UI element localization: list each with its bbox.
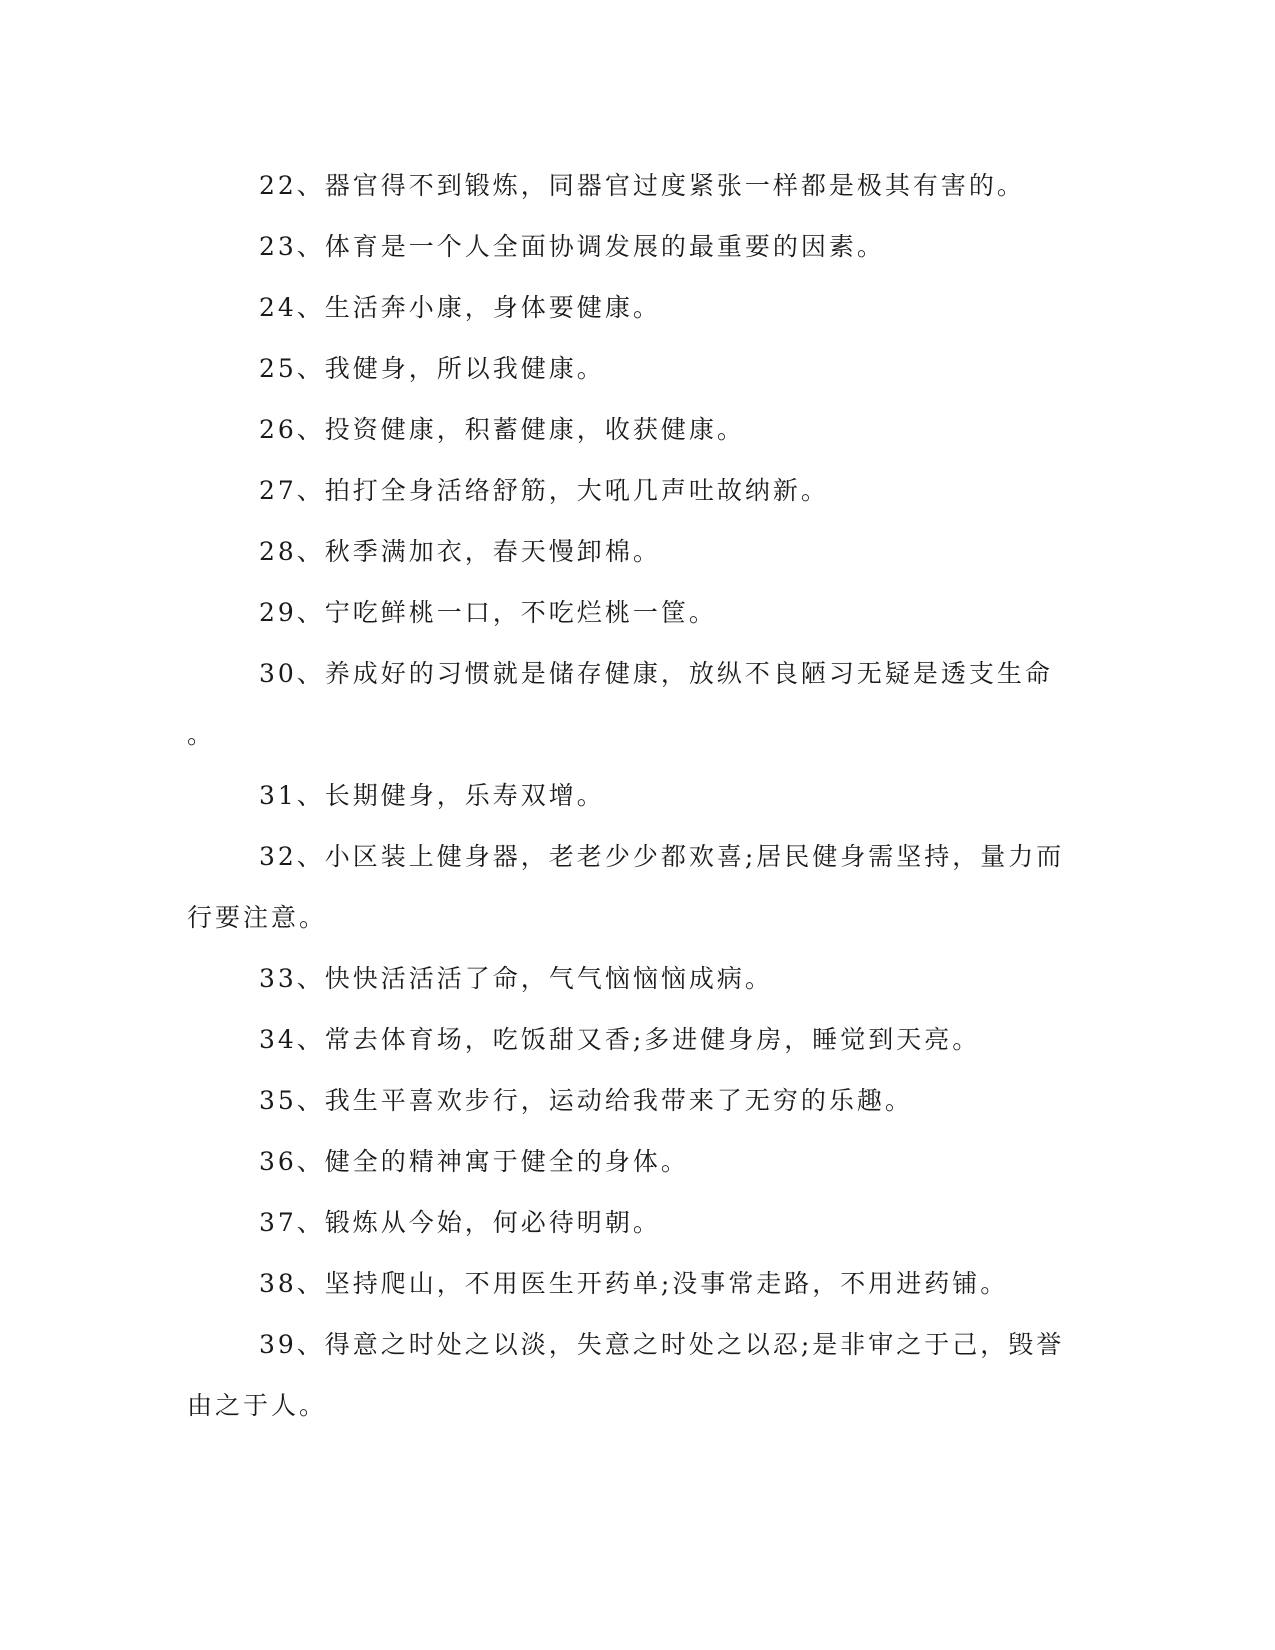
quote-item-35: 35、我生平喜欢步行，运动给我带来了无穷的乐趣。 — [259, 1086, 913, 1115]
quote-item-31: 31、长期健身，乐寿双增。 — [259, 781, 605, 810]
quote-item-24: 24、生活奔小康，身体要健康。 — [259, 293, 661, 322]
quote-item-23: 23、体育是一个人全面协调发展的最重要的因素。 — [259, 232, 885, 261]
quote-item-37: 37、锻炼从今始，何必待明朝。 — [259, 1208, 661, 1237]
quote-item-34: 34、常去体育场，吃饭甜又香;多进健身房，睡觉到天亮。 — [259, 1025, 981, 1054]
quote-item-29: 29、宁吃鲜桃一口，不吃烂桃一筐。 — [259, 598, 717, 627]
quote-item-30: 30、养成好的习惯就是储存健康，放纵不良陋习无疑是透支生命 — [259, 659, 1053, 688]
quote-item-32-continuation: 行要注意。 — [187, 903, 328, 932]
quote-item-26: 26、投资健康，积蓄健康，收获健康。 — [259, 415, 745, 444]
quote-list — [187, 155, 1077, 1436]
quote-item-22: 22、器官得不到锻炼，同器官过度紧张一样都是极其有害的。 — [259, 171, 1025, 200]
quote-item-36: 36、健全的精神寓于健全的身体。 — [259, 1147, 689, 1176]
quote-item-39: 39、得意之时处之以淡，失意之时处之以忍;是非审之于己，毁誉 — [259, 1330, 1065, 1359]
quote-item-27: 27、拍打全身活络舒筋，大吼几声吐故纳新。 — [259, 476, 829, 505]
quote-item-32: 32、小区装上健身器，老老少少都欢喜;居民健身需坚持，量力而 — [259, 842, 1065, 871]
quote-item-25: 25、我健身，所以我健康。 — [259, 354, 605, 383]
quote-item-28: 28、秋季满加衣，春天慢卸棉。 — [259, 537, 661, 566]
quote-item-30-continuation: 。 — [187, 720, 216, 749]
quote-item-33: 33、快快活活活了命，气气恼恼恼成病。 — [259, 964, 773, 993]
quote-item-38: 38、坚持爬山，不用医生开药单;没事常走路，不用进药铺。 — [259, 1269, 1009, 1298]
quote-item-39-continuation: 由之于人。 — [187, 1391, 328, 1420]
